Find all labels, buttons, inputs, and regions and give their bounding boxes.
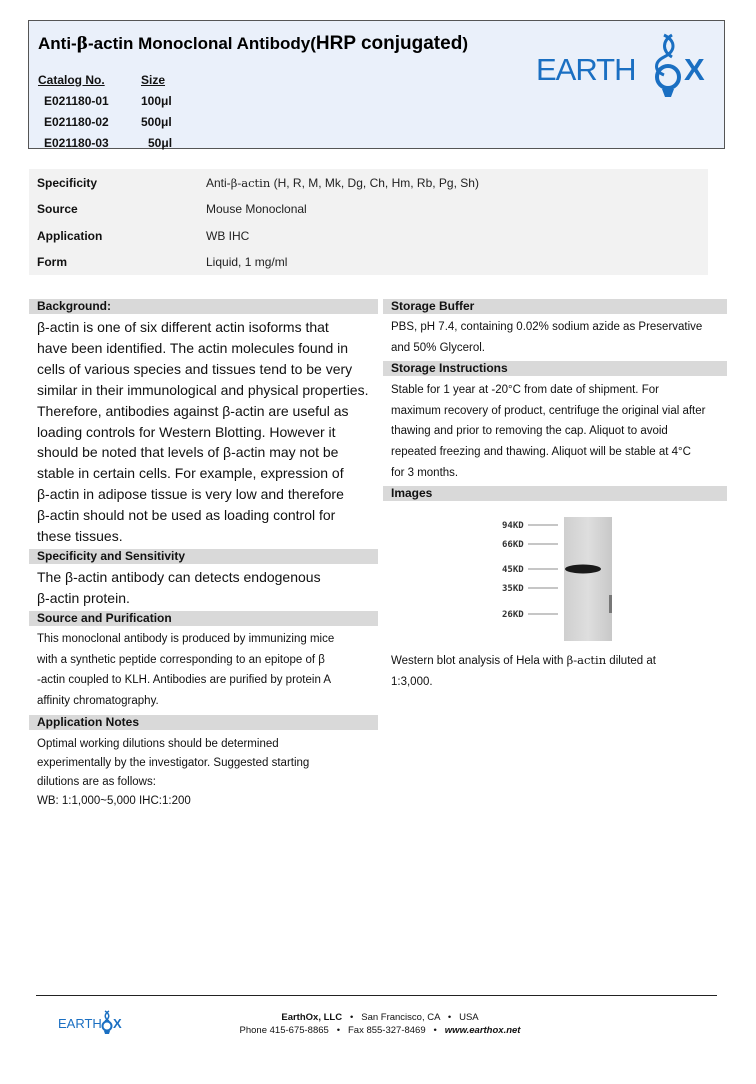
- footer-flask-icon: [105, 1011, 109, 1021]
- background-text: β-actin is one of six different actin isoforms that have been identified. The actin molecules found in cells of various species and tissues tend to be very similar in their immunological and physical properties. Therefore, antibodies against β-actin are useful as loading controls for Western Blotting. However it should be noted that levels of β-actin may not be stable in certain cells. For example, expression of β-actin in adipose tissue is very low and therefore β-actin should not be used as loading control for these tissues.: [37, 319, 369, 545]
- blot-band-45kd: [565, 565, 601, 574]
- flask-bulb-icon: [657, 66, 679, 88]
- product-title: [38, 33, 468, 55]
- catalog-row: [38, 90, 198, 111]
- footer-phone: Phone 415-675-8865: [239, 1025, 329, 1036]
- footer-company: EarthOx, LLC: [281, 1012, 343, 1023]
- application-notes-heading: Application Notes: [29, 715, 378, 730]
- title-mid: -actin Monoclonal Antibody(: [88, 34, 316, 53]
- catalog-size: 500μl: [141, 114, 172, 129]
- marker-66kd: 66KD: [502, 540, 524, 550]
- specificity-text: The β-actin antibody can detects endogenous β-actin protein.: [37, 569, 321, 606]
- footer-earthox-logo: [58, 1009, 126, 1035]
- source-text: This monoclonal antibody is produced by immunizing mice with a synthetic peptide corresponding to an epitope of β -actin coupled to KLH. Antibodies are purified by protein A affinity chromatography.: [37, 633, 335, 708]
- footer-flask-bulb-icon: [103, 1022, 112, 1031]
- spec-value: Mouse Monoclonal: [206, 202, 307, 216]
- footer-logo-x: X: [113, 1016, 122, 1031]
- storage-buffer-text: PBS, pH 7.4, containing 0.02% sodium azide as Preservative and 50% Glycerol.: [391, 321, 703, 354]
- application-notes-text: Optimal working dilutions should be determined experimentally by the investigator. Suggested starting dilutions are as follows: WB: 1:1,000~5,000 IHC:1:200: [37, 738, 310, 807]
- footer-website-link[interactable]: www.earthox.net: [444, 1025, 521, 1036]
- marker-45kd: 45KD: [502, 565, 524, 575]
- spec-row-specificity: [37, 175, 479, 191]
- title-close: ): [462, 34, 468, 53]
- blot-caption: Western blot analysis of Hela with β-actin diluted at 1:3,000.: [391, 653, 656, 688]
- footer-logo-earth: EARTH: [58, 1016, 102, 1031]
- footer-line-1: EarthOx, LLC • San Francisco, CA • USA: [281, 1012, 479, 1023]
- catalog-no: E021180-02: [44, 114, 109, 129]
- catalog-no: E021180-01: [44, 93, 109, 108]
- images-heading: Images: [383, 486, 727, 501]
- spec-key: Application: [37, 229, 103, 243]
- flask-base-icon: [662, 89, 674, 97]
- size-header: Size: [141, 72, 166, 87]
- footer-contact: [200, 1011, 560, 1037]
- spec-value: Liquid, 1 mg/ml: [206, 255, 288, 269]
- storage-instructions-heading: Storage Instructions: [383, 361, 727, 376]
- title-hrp: HRP conjugated: [315, 33, 463, 54]
- spec-key: Form: [37, 255, 67, 269]
- catalog-table: [38, 69, 198, 153]
- catalog-row: [38, 132, 198, 153]
- catalog-header-row: [38, 69, 198, 90]
- marker-35kd: 35KD: [502, 584, 524, 594]
- catalog-row: [38, 111, 198, 132]
- spec-value: WB IHC: [206, 229, 250, 243]
- background-heading: Background:: [29, 299, 378, 314]
- spec-table: [29, 169, 708, 275]
- storage-instructions-text: Stable for 1 year at -20°C from date of shipment. For maximum recovery of product, centrifuge the original vial after thawing and prior to removing the cap. Aliquot to avoid repeated freezing and thawing. Aliquot will be stable at 4°C for 3 months.: [391, 384, 706, 479]
- footer-line-2: Phone 415-675-8865 • Fax 855-327-8469 • www.earthox.net: [239, 1025, 521, 1036]
- product-header: [28, 20, 725, 149]
- spec-key: Source: [37, 202, 78, 216]
- spec-value: Anti-β-actin (H, R, M, Mk, Dg, Ch, Hm, Rb, Pg, Sh): [206, 176, 479, 190]
- spec-key: Specificity: [37, 176, 98, 190]
- spec-row-application: [37, 228, 249, 244]
- footer-divider: [36, 995, 717, 996]
- footer-fax: Fax 855-327-8469: [347, 1025, 426, 1036]
- marker-94kd: 94KD: [502, 521, 524, 531]
- catalog-no-header: Catalog No.: [38, 72, 105, 87]
- source-heading: Source and Purification: [29, 611, 378, 626]
- catalog-size: 100μl: [141, 93, 172, 108]
- catalog-no: E021180-03: [44, 135, 109, 150]
- logo-earth-text: EARTH: [536, 52, 636, 87]
- title-beta: β: [76, 34, 89, 54]
- logo-x-text: X: [684, 52, 705, 87]
- specificity-heading: Specificity and Sensitivity: [29, 549, 378, 564]
- marker-26kd: 26KD: [502, 610, 524, 620]
- footer-flask-base-icon: [104, 1031, 110, 1034]
- catalog-size: 50μl: [148, 135, 173, 150]
- blot-lane: [564, 517, 612, 641]
- blot-edge-mark: [609, 595, 612, 613]
- spec-row-source: [37, 201, 307, 217]
- earthox-logo: [536, 31, 718, 101]
- western-blot-image: [496, 515, 616, 642]
- footer-country: USA: [459, 1012, 479, 1023]
- footer-location: San Francisco, CA: [361, 1012, 440, 1023]
- storage-buffer-heading: Storage Buffer: [383, 299, 727, 314]
- title-prefix: Anti-: [38, 34, 77, 53]
- spec-row-form: [37, 254, 287, 270]
